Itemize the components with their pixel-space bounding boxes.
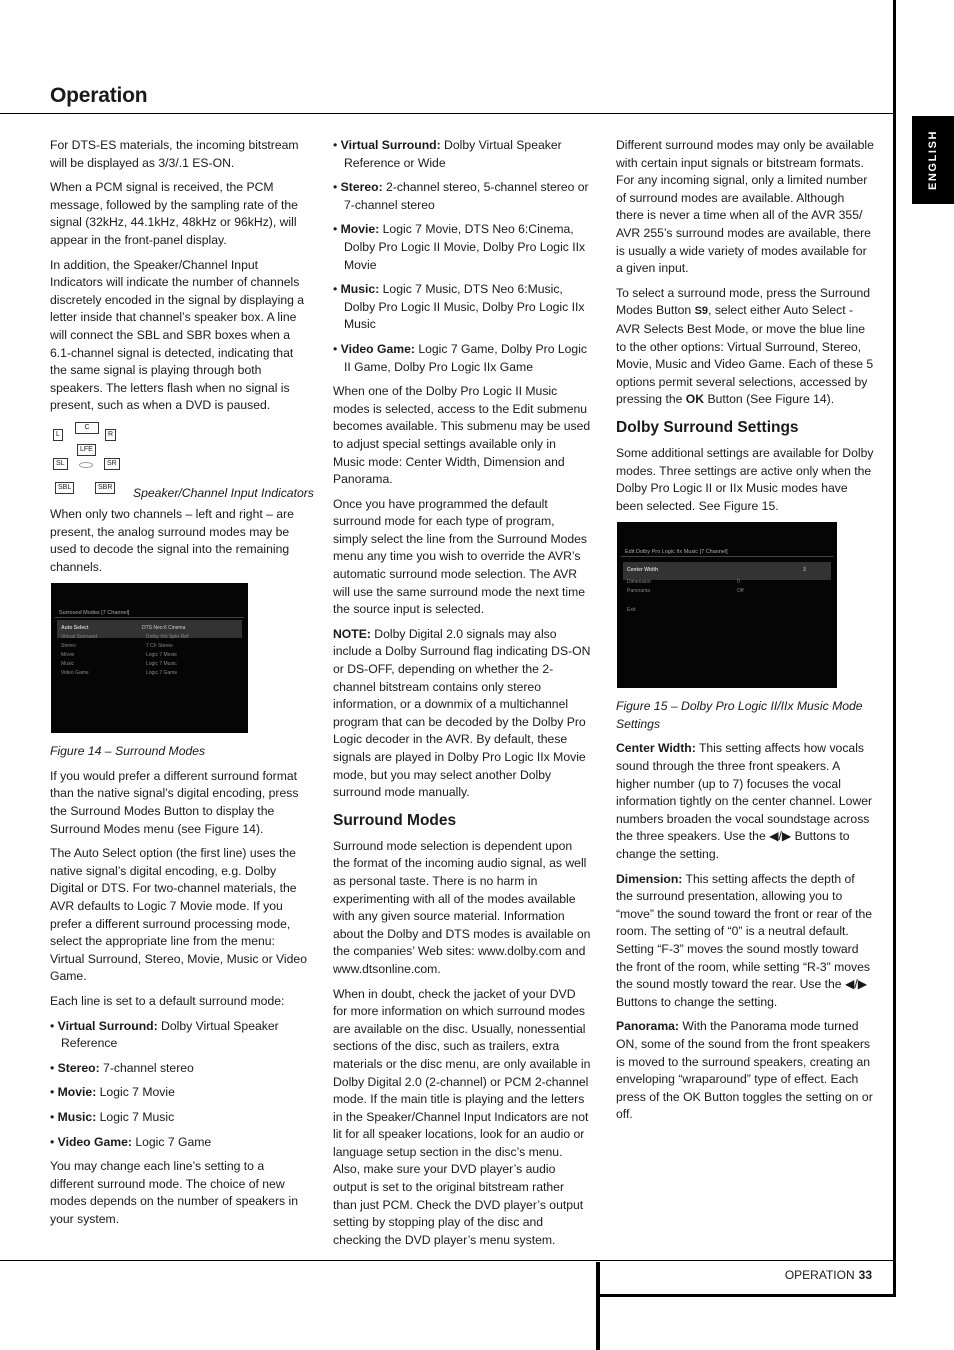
language-tab-label: ENGLISH — [927, 129, 939, 191]
paragraph: When a PCM signal is received, the PCM message, followed by the sampling rate of the signal (32kHz, 44.1kHz, 48kHz or 96kHz), will appear in the front-panel display. — [50, 180, 298, 247]
menu-divider — [621, 556, 833, 557]
paragraph: Each line is set to a default surround mode: — [50, 994, 285, 1008]
paragraph: When only two channels – left and right – are present, the analog surround modes may be used to decode the signal into the remaining channels. — [50, 506, 294, 574]
speaker-box-c: C — [75, 422, 99, 434]
figure-14-caption: Figure 14 – Surround Modes — [50, 744, 206, 759]
section-heading-dolby-surround-settings: Dolby Surround Settings — [616, 418, 799, 436]
paragraph: Center Width: This setting affects how vocals sound through the three front speakers. A higher number (up to 7) focuses the vocal information tightly on the center channel. Lower numbers broaden the vocal soundstage across the three speakers. Use the ◀/▶ Buttons to change the setting. — [616, 741, 873, 862]
paragraph: To select a surround mode, press the Surround Modes Button S9, select either Auto Select - AVR Selects Best Mode, or move the blue line to the other options: Virtual Surround, Stereo, Movie, Music and Video Game. Each of these 5 options permit several selections, accessed by pressing the OK Button (See Figure 14). — [616, 285, 874, 407]
speaker-box-sbr: SBR — [95, 482, 115, 494]
paragraph: If you would prefer a different surround format than the native signal’s digital encoding, press the Surround Modes Button to display the Surround Modes menu (see Figure 14). — [50, 768, 299, 836]
menu-title: Surround Modes [7 Channel] — [59, 610, 130, 617]
menu-row: Music Logic 7 Music — [61, 661, 177, 668]
list-item: • Music: Logic 7 Music, DTS Neo 6:Music, Dolby Pro Logic II Music, Dolby Pro Logic IIx Music — [333, 282, 585, 332]
section-heading-surround-modes: Surround Modes — [333, 811, 457, 829]
footer-section: OPERATION — [784, 1268, 855, 1282]
paragraph: Panorama: With the Panorama mode turned ON, some of the sound from the front speakers is moved to the surround speakers, creating an enveloping “wraparound” type of effect. Each press of the OK Button toggles the setting on or off. — [616, 1019, 873, 1122]
menu-row: Video Game Logic 7 Game — [61, 670, 178, 677]
menu-divider — [55, 617, 244, 618]
menu-row: Center Width 3 — [623, 562, 831, 580]
surround-modes-menu-figure — [51, 583, 248, 733]
speaker-box-l: L — [53, 429, 63, 441]
speaker-indicators-caption: Speaker/Channel Input Indicators — [133, 485, 314, 500]
speaker-indicators-diagram — [50, 422, 314, 500]
menu-row: Stereo 7 Ch Stereo — [61, 643, 173, 650]
right-margin-bar — [893, 0, 896, 1297]
header-rule — [0, 113, 896, 114]
paragraph: In addition, the Speaker/Channel Input Indicators will indicate the number of channels discretely encoded in the signal by displaying a letter inside that channel’s speaker box. A line will connect the SBL and SBR boxes when a 6.1-channel signal is detected, indicating that the same signal is playing through both speakers. The letters flash when no signal is present, such as when a DVD is paused. — [50, 257, 305, 413]
note-paragraph: NOTE: Dolby Digital 2.0 signals may also include a Dolby Surround flag indicating DS-ON or DS-OFF, depending on whether the 2-channel bitstream contains only stereo information, or a downmix of a multichannel program that can be decoded by the Dolby Pro Logic decoder in the AVR. By default, these signals are played in Dolby Pro Logic IIx Movie mode, but you may select another Dolby surround mode manually. — [333, 626, 591, 800]
paragraph: Some additional settings are available for Dolby modes. Three settings are active only when the Dolby Pro Logic II or IIx Music modes have been selected. See Figure 15. — [616, 445, 874, 513]
figure-15-caption: Figure 15 – Dolby Pro Logic II/IIx Music Mode Settings — [616, 699, 863, 731]
list-item: • Virtual Surround: Dolby Virtual Speaker Reference — [50, 1018, 279, 1051]
speaker-box-lfe: LFE — [77, 444, 96, 456]
speaker-box-sbl: SBL — [55, 482, 74, 494]
paragraph: Once you have programmed the default surround mode for each type of program, simply select the line from the Surround Modes menu any time you wish to override the AVR’s automatic surround mode selection. The AVR will use the same surround mode the next time the source input is selected. — [333, 496, 588, 617]
paragraph: The Auto Select option (the first line) uses the native signal’s digital encoding, e.g. Dolby Digital or DTS. For two-channel materials, the AVR defaults to Logic 7 Movie mode. If you prefer a different surround processing mode, select the appropriate line from the menu: Virtual Surround, Stereo, Movie, Music or Video Game. — [50, 846, 307, 984]
list-item: • Music: Logic 7 Music — [50, 1109, 175, 1124]
speaker-box-sr: SR — [104, 458, 120, 470]
menu-row: Movie Logic 7 Movie — [61, 652, 177, 659]
paragraph: Different surround modes may only be available with certain input signals or bitstream formats. For any incoming signal, only a limited number of surround modes are available. Although there is never a time when all of the AVR 355/ AVR 255’s surround modes are available, there is usually a wide variety of modes available for a given input. — [616, 138, 874, 276]
menu-row: Exit — [627, 607, 636, 614]
footer-rule — [0, 1260, 896, 1261]
menu-row: Virtual Surround Dolby Virt Spkr Ref — [61, 634, 189, 641]
list-item: • Video Game: Logic 7 Game, Dolby Pro Logic II Game, Dolby Pro Logic IIx Game — [333, 341, 588, 374]
speaker-box-r: R — [105, 429, 116, 441]
speaker-box-sl: SL — [53, 458, 68, 470]
menu-title: Edit Dolby Pro Logic IIx Music [7 Channel] — [625, 549, 728, 556]
paragraph: For DTS-ES materials, the incoming bitstream will be displayed as 3/3/.1 ES-ON. — [50, 138, 299, 170]
dolby-music-settings-menu-figure — [617, 522, 837, 688]
surround-modes-button-icon: S9 — [694, 305, 709, 318]
paragraph: Surround mode selection is dependent upon the format of the incoming audio signal, as well as personal taste. There is no harm in experimenting with all of the modes available with any given source material. Information about the Dolby and DTS modes is available on the companies’ Web sites: www.dolby.com and www.dtsonline.com. — [333, 838, 591, 976]
paragraph: Dimension: This setting affects the depth of the surround presentation, allowing you to “move” the sound toward the front or rear of the room. The setting of “0” is a neutral default. Setting “F-3” moves the sound mostly toward the front of the room, while setting “R-3” moves the sound mostly toward the rear. Use the ◀/▶ Buttons to change the setting. — [616, 871, 873, 1009]
list-item: • Video Game: Logic 7 Game — [50, 1134, 212, 1149]
menu-row: Auto Select DTS Neo:6 Cinema — [57, 620, 242, 638]
page-number: 33 — [858, 1268, 872, 1282]
menu-row: Panorama Off — [627, 588, 744, 595]
paragraph: When in doubt, check the jacket of your DVD for more information on which surround modes are available on the disc. Usually, nonessential sections of the disc, such as trailers, extra materials or the disc menu, are only available in Dolby Digital 2.0 (2-channel) or PCM 2-channel mode. If the main title is playing and the letters in the Speaker/Channel Input Indicators are not lit for all speaker locations, look for an audio or language setup section in the disc’s menu. Also, make sure your DVD player’s audio output is set to the original bitstream rather than just PCM. Check the DVD player’s output setting by stopping play of the disc and checking the DVD player’s menu system. — [333, 986, 591, 1247]
list-item: • Movie: Logic 7 Movie, DTS Neo 6:Cinema, Dolby Pro Logic II Movie, Dolby Pro Logic IIx Movie — [333, 222, 586, 272]
language-tab — [912, 116, 954, 204]
list-item: • Stereo: 2-channel stereo, 5-channel stereo or 7-channel stereo — [333, 180, 589, 212]
paragraph: You may change each line’s setting to a different surround mode. The choice of new modes depends on the number of speakers in your system. — [50, 1159, 298, 1226]
page-title: Operation — [50, 84, 148, 107]
listener-icon — [79, 462, 93, 468]
list-item: • Virtual Surround: Dolby Virtual Speaker Reference or Wide — [333, 138, 562, 170]
list-item: • Movie: Logic 7 Movie — [50, 1085, 175, 1100]
column-3 — [616, 137, 874, 1131]
menu-row: Dimension 0 — [627, 579, 740, 586]
column-1 — [50, 137, 314, 1236]
page-footer — [600, 1268, 872, 1282]
footer-horizontal-bar — [596, 1294, 896, 1297]
column-2 — [333, 137, 591, 1256]
list-item: • Stereo: 7-channel stereo — [50, 1060, 194, 1075]
paragraph: When one of the Dolby Pro Logic II Music modes is selected, access to the Edit submenu becomes available. This submenu may be used to adjust special settings available only in Music mode: Center Width, Dimension and Panorama. — [333, 384, 591, 487]
